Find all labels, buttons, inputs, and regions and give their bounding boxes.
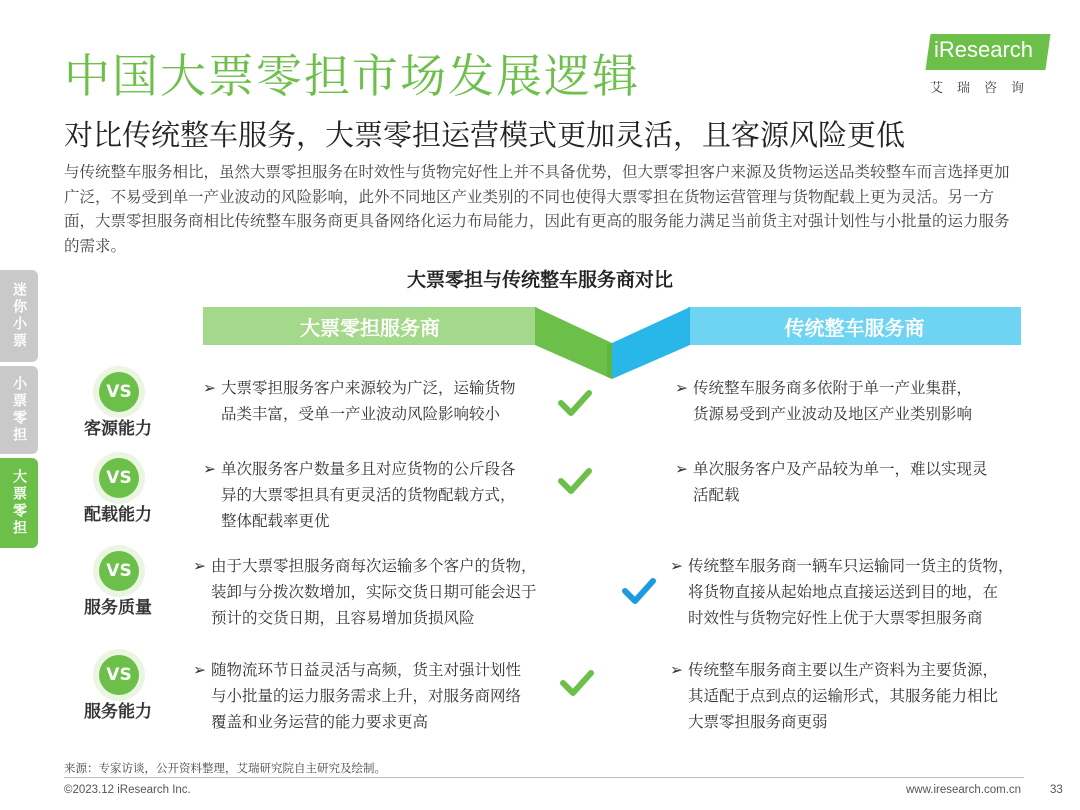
arrow-bullet-icon: ➢	[670, 557, 683, 575]
side-tab-mini[interactable]: 迷你小票	[0, 270, 38, 362]
vs-badge: VS	[99, 372, 139, 412]
arrow-bullet-icon: ➢	[203, 379, 216, 397]
row-line: 单次服务客户及产品较为单一，难以实现灵	[693, 460, 988, 478]
row-label: 服务质量	[84, 598, 152, 618]
intro-paragraph: 与传统整车服务相比，虽然大票零担服务在时效性与货物完好性上并不具备优势，但大票零担客户来源及货物运送品类较整车而言选择更加广泛，不易受到单一产业波动的风险影响，此外不同地区产业类别的不同也使得大票零担在货物运营管理与货物配载上更为灵活。另一方面，大票零担服务商相比传统整车服务商更具备网络化运力布局能力，因此有更高的服务能力满足当前货主对强计划性与小批量的运力服务的需求。	[64, 163, 1010, 255]
row-line: 传统整车服务商主要以生产资料为主要货源，	[688, 661, 999, 679]
side-tab-large[interactable]: 大票零担	[0, 458, 38, 548]
row-line: 大票零担服务商更弱	[688, 713, 828, 731]
vs-badge: VS	[99, 655, 139, 695]
side-tab-small[interactable]: 小票零担	[0, 366, 38, 454]
row-label: 客源能力	[84, 419, 152, 439]
row-line: 大票零担服务客户来源较为广泛，运输货物	[221, 379, 516, 397]
header-v-shape	[535, 307, 690, 379]
row-line: 活配载	[693, 486, 740, 504]
row-line: 品类丰富，受单一产业波动风险影响较小	[221, 405, 501, 423]
check-icon	[560, 668, 594, 698]
row-line: 装卸与分拨次数增加，实际交货日期可能会迟于	[211, 583, 537, 601]
row-line: 覆盖和业务运营的能力要求更高	[211, 713, 429, 731]
vs-badge: VS	[99, 551, 139, 591]
vs-badge: VS	[99, 458, 139, 498]
website-link[interactable]: www.iresearch.com.cn	[906, 784, 1022, 796]
row-label: 配载能力	[84, 505, 152, 525]
check-icon	[558, 388, 592, 418]
row-line: 传统整车服务商一辆车只运输同一货主的货物，	[688, 557, 1014, 575]
row-label: 服务能力	[84, 702, 152, 722]
row-text-left	[203, 375, 516, 427]
logo-subtitle: 艾瑞咨询	[930, 81, 1039, 96]
comparison-title: 大票零担与传统整车服务商对比	[406, 269, 673, 291]
row-text-right	[670, 553, 1014, 631]
page-number: 33	[1050, 784, 1063, 796]
row-line: 异的大票零担具有更灵活的货物配载方式，	[221, 486, 516, 504]
row-line: 与小批量的运力服务需求上升，对服务商网络	[211, 687, 522, 705]
row-text-right	[670, 657, 998, 735]
source-note: 来源：专家访谈，公开资料整理，艾瑞研究院自主研究及绘制。	[64, 761, 386, 775]
row-text-left	[193, 657, 521, 735]
column-header-left: 大票零担服务商	[203, 307, 537, 345]
page-title: 中国大票零担市场发展逻辑	[64, 49, 640, 103]
arrow-bullet-icon: ➢	[670, 661, 683, 679]
page-subtitle: 对比传统整车服务，大票零担运营模式更加灵活，且客源风险更低	[64, 118, 906, 152]
row-text-right	[675, 375, 972, 427]
row-line: 传统整车服务商多依附于单一产业集群，	[693, 379, 973, 397]
iresearch-logo	[924, 34, 1052, 96]
row-line: 由于大票零担服务商每次运输多个客户的货物，	[211, 557, 537, 575]
row-line: 时效性与货物完好性上优于大票零担服务商	[688, 609, 983, 627]
row-line: 其适配于点到点的运输形式，其服务能力相比	[688, 687, 999, 705]
row-text-left	[193, 553, 537, 631]
arrow-bullet-icon: ➢	[193, 661, 206, 679]
row-text-left	[203, 456, 516, 534]
arrow-bullet-icon: ➢	[193, 557, 206, 575]
row-line: 单次服务客户数量多且对应货物的公斤段各	[221, 460, 516, 478]
row-line: 预计的交货日期，且容易增加货损风险	[211, 609, 475, 627]
row-line: 货源易受到产业波动及地区产业类别影响	[693, 405, 973, 423]
row-text-right	[675, 456, 988, 508]
row-line: 整体配载率更优	[221, 512, 330, 530]
row-line: 随物流环节日益灵活与高频，货主对强计划性	[211, 661, 522, 679]
check-icon	[558, 466, 592, 496]
copyright: ©2023.12 iResearch Inc.	[64, 784, 191, 796]
arrow-bullet-icon: ➢	[675, 460, 688, 478]
column-header-right: 传统整车服务商	[688, 307, 1021, 345]
row-line: 将货物直接从起始地点直接运送到目的地，在	[688, 583, 999, 601]
arrow-bullet-icon: ➢	[675, 379, 688, 397]
logo-name: iResearch	[934, 37, 1034, 62]
footer-divider	[64, 777, 1024, 778]
arrow-bullet-icon: ➢	[203, 460, 216, 478]
check-icon	[622, 576, 656, 606]
